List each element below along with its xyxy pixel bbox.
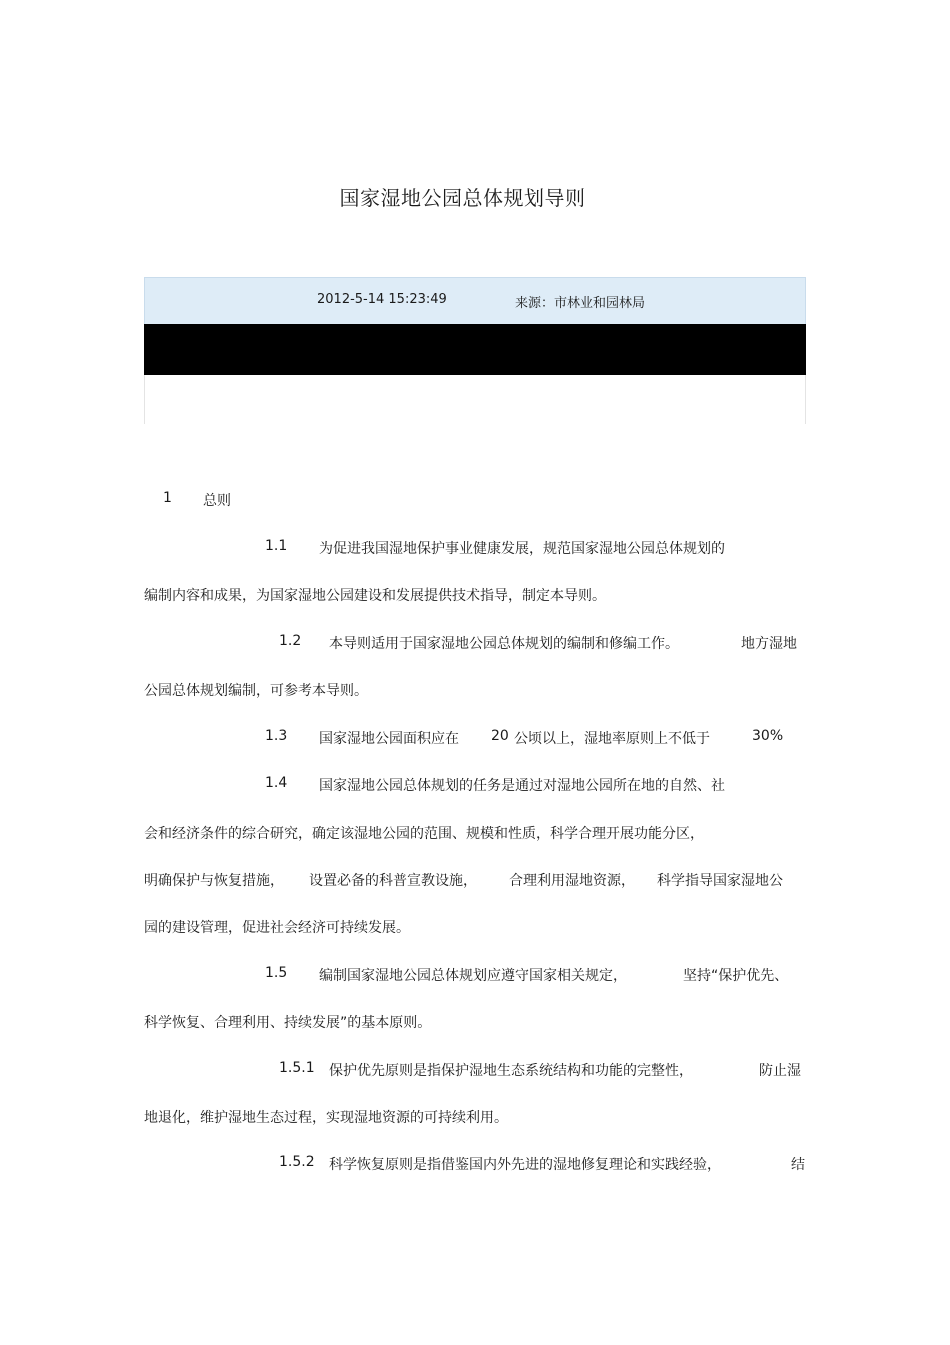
clause-1-5-line2: 科学恢复、合理利用、持续发展”的基本原则。 (144, 1015, 432, 1031)
clause-1-2-line2: 公园总体规划编制，可参考本导则。 (144, 683, 368, 699)
clause-1-5-2-line1a: 科学恢复原则是指借鉴国内外先进的湿地修复理论和实践经验， (329, 1157, 721, 1173)
clause-1-3-area-value: 20 (491, 728, 509, 744)
clause-1-5-1-line1a: 保护优先原则是指保护湿地生态系统结构和功能的完整性， (329, 1063, 693, 1079)
clause-1-3-part-a: 国家湿地公园面积应在 (319, 731, 459, 747)
clause-number-1-2: 1.2 (279, 633, 302, 649)
clause-number-1-1: 1.1 (265, 538, 288, 554)
meta-box-lower (144, 375, 806, 424)
clause-1-3-rate-value: 30% (752, 728, 784, 744)
clause-1-4-line2: 会和经济条件的综合研究，确定该湿地公园的范围、规模和性质，科学合理开展功能分区， (144, 826, 704, 842)
clause-1-2-line1b: 地方湿地 (741, 636, 797, 652)
source-label: 来源：市林业和园林局 (515, 296, 646, 311)
clause-1-5-1-line2: 地退化，维护湿地生态过程，实现湿地资源的可持续利用。 (144, 1110, 508, 1126)
clause-number-1-4: 1.4 (265, 775, 288, 791)
meta-bar (144, 277, 806, 324)
black-band (144, 324, 806, 375)
section-number: 1 (163, 490, 172, 506)
publish-date: 2012-5-14 15:23:49 (317, 292, 447, 307)
section-heading: 总则 (203, 493, 231, 509)
clause-1-4-line3d: 科学指导国家湿地公 (657, 873, 783, 889)
clause-1-4-line4: 园的建设管理，促进社会经济可持续发展。 (144, 920, 410, 936)
clause-1-1-line1: 为促进我国湿地保护事业健康发展，规范国家湿地公园总体规划的 (319, 541, 725, 557)
clause-number-1-5-1: 1.5.1 (279, 1060, 315, 1076)
article-meta-box (144, 277, 806, 424)
clause-1-5-1-line1b: 防止湿 (759, 1063, 801, 1079)
clause-1-3-part-c: 公顷以上，湿地率原则上不低于 (514, 731, 710, 747)
clause-number-1-3: 1.3 (265, 728, 288, 744)
document-title: 国家湿地公园总体规划导则 (339, 186, 586, 210)
clause-1-4-line1: 国家湿地公园总体规划的任务是通过对湿地公园所在地的自然、社 (319, 778, 725, 794)
clause-1-5-line1a: 编制国家湿地公园总体规划应遵守国家相关规定， (319, 968, 627, 984)
clause-1-4-line3b: 设置必备的科普宣教设施， (309, 873, 477, 889)
clause-1-1-line2: 编制内容和成果，为国家湿地公园建设和发展提供技术指导，制定本导则。 (144, 588, 606, 604)
clause-1-4-line3c: 合理利用湿地资源， (509, 873, 635, 889)
clause-1-5-2-line1b: 结 (791, 1157, 805, 1173)
clause-1-5-line1b: 坚持“保护优先、 (683, 968, 789, 984)
clause-1-4-line3a: 明确保护与恢复措施， (144, 873, 284, 889)
clause-number-1-5: 1.5 (265, 965, 288, 981)
clause-number-1-5-2: 1.5.2 (279, 1154, 315, 1170)
clause-1-2-line1a: 本导则适用于国家湿地公园总体规划的编制和修编工作。 (329, 636, 679, 652)
